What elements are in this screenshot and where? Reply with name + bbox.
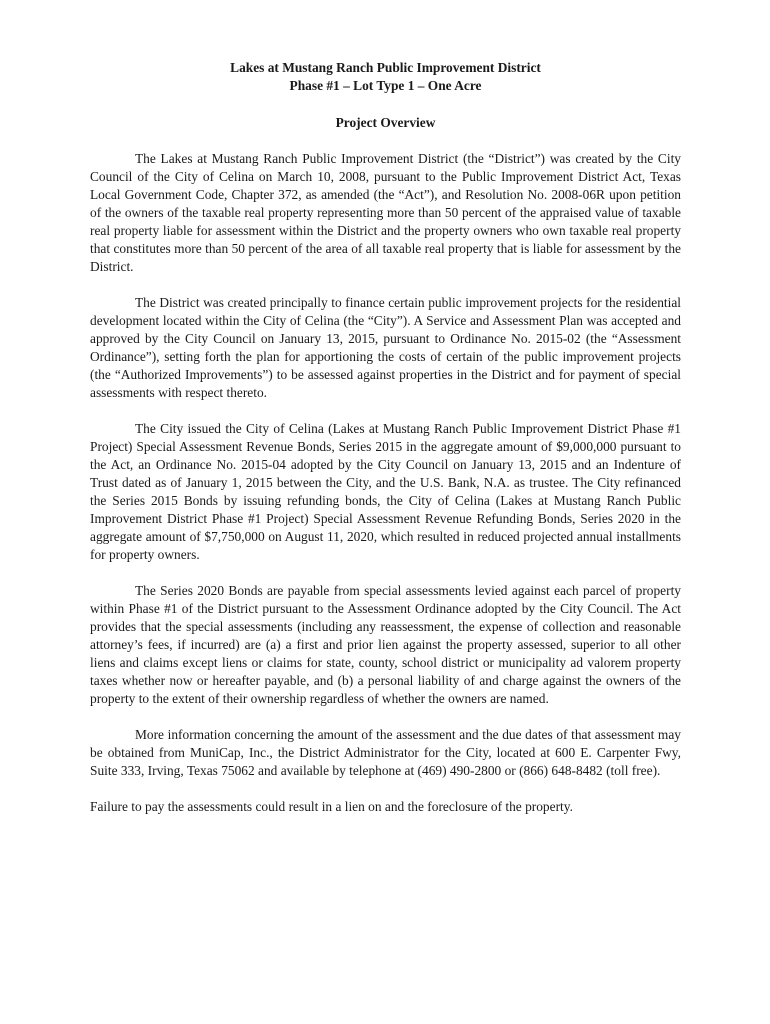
paragraph-bond-issuance: The City issued the City of Celina (Lakes at Mustang Ranch Public Improvement District Phase #1 Project) Special Assessment Revenue Bonds, Series 2015 in the aggregate amount of $9,000,000 pursuant to the Act, an Ordinance No. 2015-04 adopted by the City Council on January 13, 2015 and an Indenture of Trust dated as of January 1, 2015 between the City, and the U.S. Bank, N.A. as trustee. The City refinanced the Series 2015 Bonds by issuing refunding bonds, the City of Celina (Lakes at Mustang Ranch Public Improvement District Phase #1 Project) Special Assessment Revenue Refunding Bonds, Series 2020 in the aggregate amount of $7,750,000 on August 11, 2020, which resulted in reduced projected annual installments for property owners. [90,421,681,562]
section-heading: Project Overview [335,115,436,130]
paragraph-district-creation: The Lakes at Mustang Ranch Public Improvement District (the “District”) was created by the City Council of the City of Celina on March 10, 2008, pursuant to the Public Improvement District Act, Texas Local Government Code, Chapter 372, as amended (the “Act”), and Resolution No. 2008-06R upon petition of the owners of the taxable real property representing more than 50 percent of the appraised value of taxable real property liable for assessment within the District and the property owners who own taxable real property that constitutes more than 50 percent of the area of all taxable real property that is liable for assessment by the District. [90,151,681,274]
document-title-line-1: Lakes at Mustang Ranch Public Improvement District [230,60,541,75]
paragraph-closing-notice: Failure to pay the assessments could result in a lien on and the foreclosure of the property. [90,799,573,814]
document-page [90,59,681,834]
document-title-line-2: Phase #1 – Lot Type 1 – One Acre [289,78,482,93]
paragraph-bond-payment: The Series 2020 Bonds are payable from special assessments levied against each parcel of property within Phase #1 of the District pursuant to the Assessment Ordinance adopted by the City Council. The Act provides that the special assessments (including any reassessment, the expense of collection and reasonable attorney’s fees, if incurred) are (a) a first and prior lien against the property assessed, superior to all other liens and claims except liens or claims for state, county, school district or municipality ad valorem property taxes whether now or hereafter payable, and (b) a personal liability of and charge against the owners of the property to the extent of their ownership regardless of whether the owners are named. [90,583,681,706]
paragraph-more-information: More information concerning the amount of the assessment and the due dates of that assessment may be obtained from MuniCap, Inc., the District Administrator for the City, located at 600 E. Carpenter Fwy, Suite 333, Irving, Texas 75062 and available by telephone at (469) 490-2800 or (866) 648-8482 (toll free). [90,727,681,778]
paragraph-district-purpose: The District was created principally to finance certain public improvement projects for the residential development located within the City of Celina (the “City”). A Service and Assessment Plan was accepted and approved by the City Council on January 13, 2015, pursuant to Ordinance No. 2015-02 (the “Assessment Ordinance”), setting forth the plan for apportioning the costs of certain of the public improvement projects (the “Authorized Improvements”) to be assessed against properties in the District and for payment of special assessments with respect thereto. [90,295,681,400]
